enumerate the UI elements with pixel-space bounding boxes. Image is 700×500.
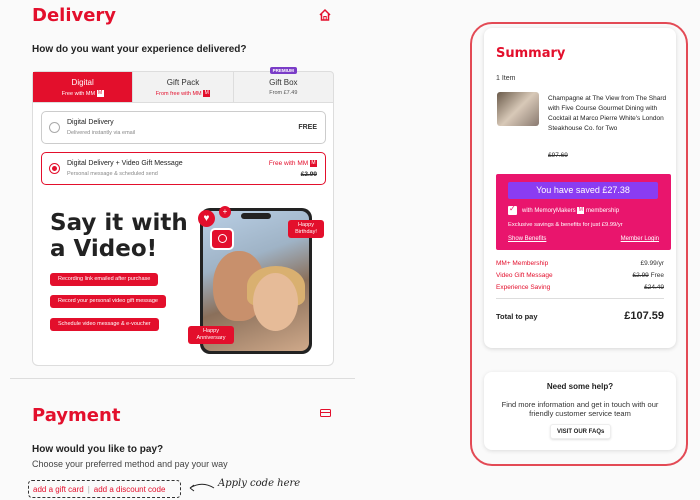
option-price: FREE xyxy=(298,124,317,131)
credit-card-icon xyxy=(320,409,331,417)
add-discount-code-link[interactable]: add a discount code xyxy=(93,484,166,494)
product-thumbnail xyxy=(497,92,539,126)
saved-banner: You have saved £27.38 xyxy=(508,182,658,199)
radio-button-selected[interactable] xyxy=(49,163,60,174)
heart-icon: ♥ xyxy=(198,210,215,227)
tab-gift-box[interactable] xyxy=(234,68,333,102)
plus-icon: + xyxy=(219,206,231,218)
payment-question: How would you like to pay? xyxy=(32,444,164,455)
divider xyxy=(10,378,355,379)
help-title: Need some help? xyxy=(546,382,614,391)
option-video-gift-message[interactable] xyxy=(41,152,326,185)
radio-button[interactable] xyxy=(49,122,60,133)
tab-sub: From free with MM M xyxy=(155,89,209,97)
option-title: Digital Delivery + Video Gift Message xyxy=(67,160,183,167)
payment-title: Payment xyxy=(32,405,121,426)
mm-icon: M xyxy=(204,89,209,96)
mm-icon: M xyxy=(578,207,583,213)
option-digital-delivery[interactable] xyxy=(41,111,326,144)
summary-row-membership: MM+ Membership £9.99/yr xyxy=(496,260,664,267)
mm-icon: M xyxy=(311,160,316,166)
home-icon[interactable] xyxy=(318,8,332,22)
tab-label: Gift Box xyxy=(269,78,298,87)
membership-exclusive-text: Exclusive savings & benefits for just £9.99/yr xyxy=(508,222,623,228)
total-row xyxy=(496,310,664,322)
option-subtitle: Personal message & scheduled send xyxy=(67,171,158,177)
membership-line: with MemoryMakers M membership xyxy=(522,207,620,215)
total-value: £107.59 xyxy=(624,310,664,322)
annotation-note: Apply code here xyxy=(218,478,301,489)
product-price: £97.69 xyxy=(548,152,568,159)
tab-label: Gift Pack xyxy=(166,77,200,87)
membership-checkbox[interactable] xyxy=(508,206,517,215)
promo-title: Say it with a Video! xyxy=(50,210,188,262)
payment-subtitle: Choose your preferred method and pay your way xyxy=(32,459,228,469)
show-benefits-link[interactable]: Show Benefits xyxy=(508,236,547,242)
tab-label: Digital xyxy=(71,77,94,87)
summary-card xyxy=(484,28,676,348)
promo-pill: Record your personal video gift message xyxy=(50,295,166,308)
tab-sub: From £7.49 xyxy=(269,90,298,96)
promo-pill: Recording link emailed after purchase xyxy=(50,273,158,286)
option-price-label: Free with MM M xyxy=(268,160,316,168)
delivery-title: Delivery xyxy=(32,5,117,26)
memorymakers-block xyxy=(496,174,671,250)
member-login-link[interactable]: Member Login xyxy=(620,236,659,242)
sticker-birthday: Happy Birthday! xyxy=(288,220,324,238)
total-label: Total to pay xyxy=(496,311,538,321)
delivery-tabs xyxy=(32,68,334,103)
promo-pill: Schedule video message & e-voucher xyxy=(50,318,159,331)
option-price-struck: £2.99 xyxy=(300,171,317,178)
sticker-anniversary: Happy Anniversary xyxy=(188,326,234,344)
summary-title: Summary xyxy=(496,46,566,61)
tab-digital[interactable] xyxy=(33,72,133,102)
camera-icon xyxy=(210,228,234,250)
summary-row-video-gift: Video Gift Message £2.99 Free xyxy=(496,272,664,279)
help-text: Find more information and get in touch with our friendly customer service team xyxy=(501,400,659,418)
visit-faqs-button[interactable]: VISIT OUR FAQs xyxy=(550,424,611,439)
add-gift-card-link[interactable]: add a gift card xyxy=(33,484,84,494)
help-card xyxy=(484,372,676,450)
option-subtitle: Delivered instantly via email xyxy=(67,130,136,136)
premium-badge: PREMIUM xyxy=(270,67,297,74)
delivery-question: How do you want your experience delivered? xyxy=(32,44,247,55)
arrow-icon xyxy=(186,482,216,494)
separator: | xyxy=(87,484,90,494)
product-name: Champagne at The View from The Shard with Five Course Gourmet Dining with Cocktail at Marco Pierre White's London Steakhouse Co. for Two xyxy=(548,95,667,132)
option-title: Digital Delivery xyxy=(67,119,114,126)
person-face xyxy=(253,273,298,331)
mm-icon: M xyxy=(97,89,103,96)
item-count: 1 Item xyxy=(496,75,516,82)
summary-row-experience-saving: Experience Saving £24.49 xyxy=(496,284,664,291)
code-links-box xyxy=(28,480,181,498)
tab-gift-pack[interactable] xyxy=(133,72,233,102)
tab-sub: Free with MM M xyxy=(61,89,103,97)
divider xyxy=(496,298,664,299)
